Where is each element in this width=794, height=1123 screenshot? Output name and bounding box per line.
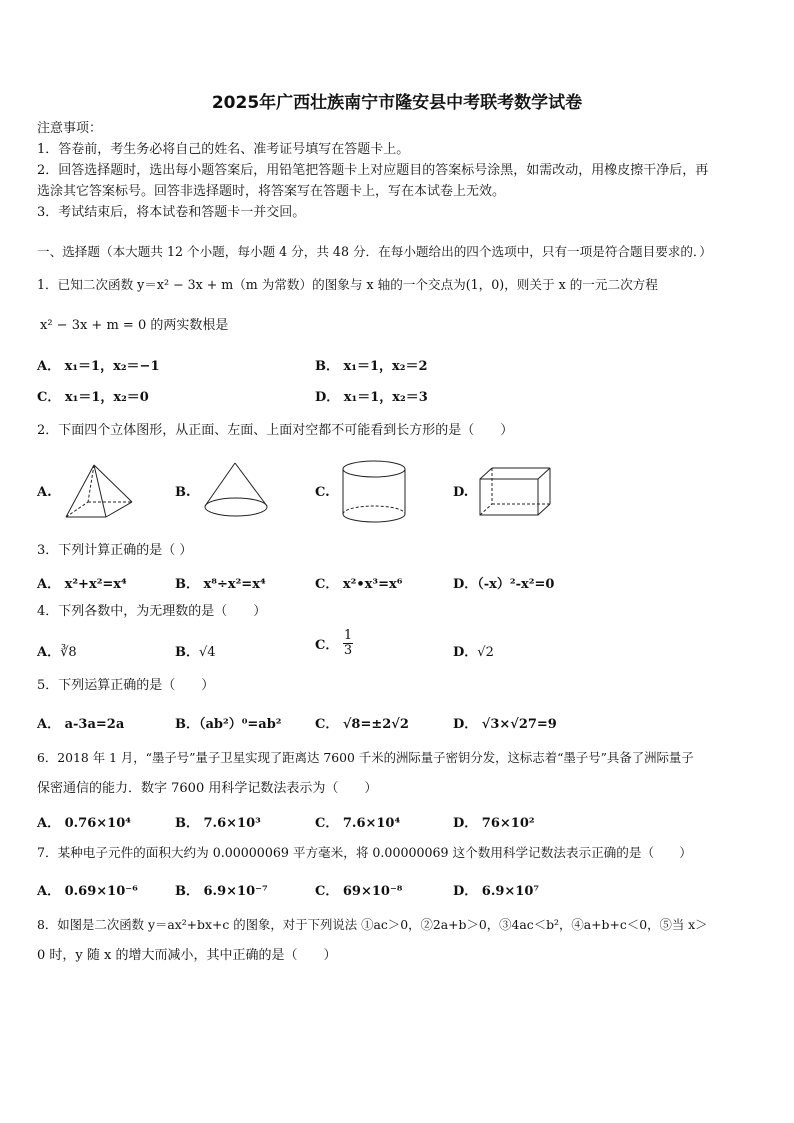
q1-stem-line1: 1．已知二次函数 y＝x² − 3x + m（m 为常数）的图象与 x 轴的一个交点为(1，0)，则关于 x 的一元二次方程 [37,277,658,292]
q7-option-a: A． 0.69×10⁻⁶ [37,884,138,899]
q1-option-b: B． x₁＝1，x₂＝2 [315,359,428,374]
q1-option-a: A． x₁＝1，x₂＝−1 [37,359,160,374]
q4-option-d [453,641,494,660]
q5-stem: 5．下列运算正确的是（ ） [37,678,215,693]
notice-item-1: 1．答卷前，考生务必将自己的姓名、准考证号填写在答题卡上。 [37,142,410,157]
q8-stem-line1: 8．如图是二次函数 y＝ax²+bx+c 的图象，对于下列说法 ①ac＞0，②2a+b＞0，③4ac＜b²，④a+b+c＜0，⑤当 x＞ [37,917,708,932]
q1-option-c: C． x₁＝1，x₂＝0 [37,390,149,405]
q4-option-c [315,629,353,658]
q4-option-d-label: D． [453,645,478,660]
notice-item-2: 2．回答选择题时，选出每小题答案后，用铅笔把答题卡上对应题目的答案标号涂黑，如需改动，用橡皮擦干净后，再 [37,163,709,178]
cylinder-figure [338,458,412,526]
q2-option-c-label: C. [315,485,330,500]
q3-option-c: C． x²•x³=x⁶ [315,577,403,592]
q7-option-d: D． 6.9×10⁷ [453,884,540,899]
q5-option-d: D． √3×√27=9 [453,717,557,732]
cone-figure [199,460,275,522]
fraction-numerator: 1 [343,628,353,643]
notice-heading: 注意事项： [37,121,103,136]
q2-stem: 2．下面四个立体图形，从正面、左面、上面对空都不可能看到长方形的是（ ） [37,423,514,438]
q2-option-a-label: A. [37,485,52,500]
pyramid-figure [62,462,138,522]
q6-option-a: A． 0.76×10⁴ [37,816,131,831]
q1-stem-line2: x² − 3x + m = 0 的两实数根是 [40,318,229,333]
q4-option-b [175,641,216,660]
q5-option-b: B．（ab²）⁰=ab² [175,717,282,732]
q4-option-c-label: C． [315,638,339,653]
q7-option-b: B． 6.9×10⁻⁷ [175,884,268,899]
q1-option-d: D． x₁＝1，x₂＝3 [315,390,428,405]
q4-stem: 4．下列各数中，为无理数的是（ ） [37,604,267,619]
q3-stem: 3．下列计算正确的是（ ） [37,543,193,558]
q6-option-b: B． 7.6×10³ [175,816,261,831]
q4-option-a-label: A． [37,645,61,660]
q4-option-c-fraction [343,629,353,658]
q8-stem-line2: 0 时，y 随 x 的增大而减小，其中正确的是（ ） [37,948,337,963]
notice-item-3: 3．考试结束后，将本试卷和答题卡一并交回。 [37,205,306,220]
fraction-denominator: 3 [343,643,353,658]
q4-option-d-value: √2 [477,645,494,660]
q4-option-a [37,641,77,660]
q2-option-d-label: D. [453,485,469,500]
page-title: 2025年广西壮族南宁市隆安县中考联考数学试卷 [211,93,583,113]
q2-option-b-label: B. [175,485,191,500]
q3-option-a: A． x²+x²=x⁴ [37,577,127,592]
notice-item-2-cont: 选涂其它答案标号。回答非选择题时，将答案写在答题卡上，写在本试卷上无效。 [37,184,506,199]
q6-option-c: C． 7.6×10⁴ [315,816,401,831]
q6-stem-line1: 6．2018 年 1 月，“墨子号”量子卫星实现了距离达 7600 千米的洲际量子密钥分发，这标志着“墨子号”具备了洲际量子 [37,750,694,765]
q7-stem: 7．某种电子元件的面积大约为 0.00000069 平方毫米，将 0.00000069 这个数用科学记数法表示正确的是（ ） [37,845,692,860]
q3-option-d: D．（-x）²-x²=0 [453,577,555,592]
q4-option-b-value: √4 [199,645,216,660]
q5-option-a: A． a-3a=2a [37,717,125,732]
q7-option-c: C． 69×10⁻⁸ [315,884,403,899]
q5-option-c: C． √8=±2√2 [315,717,409,732]
q6-stem-line2: 保密通信的能力．数字 7600 用科学记数法表示为（ ） [37,781,378,796]
q4-option-b-label: B． [175,645,199,660]
q6-option-d: D． 76×10² [453,816,535,831]
q3-option-b: B． x⁸÷x²=x⁴ [175,577,266,592]
section-heading: 一、选择题（本大题共 12 个小题，每小题 4 分，共 48 分．在每小题给出的四个选项中，只有一项是符合题目要求的．） [37,244,712,259]
q4-option-a-value: ∛8 [60,645,77,660]
cuboid-figure [476,465,556,521]
